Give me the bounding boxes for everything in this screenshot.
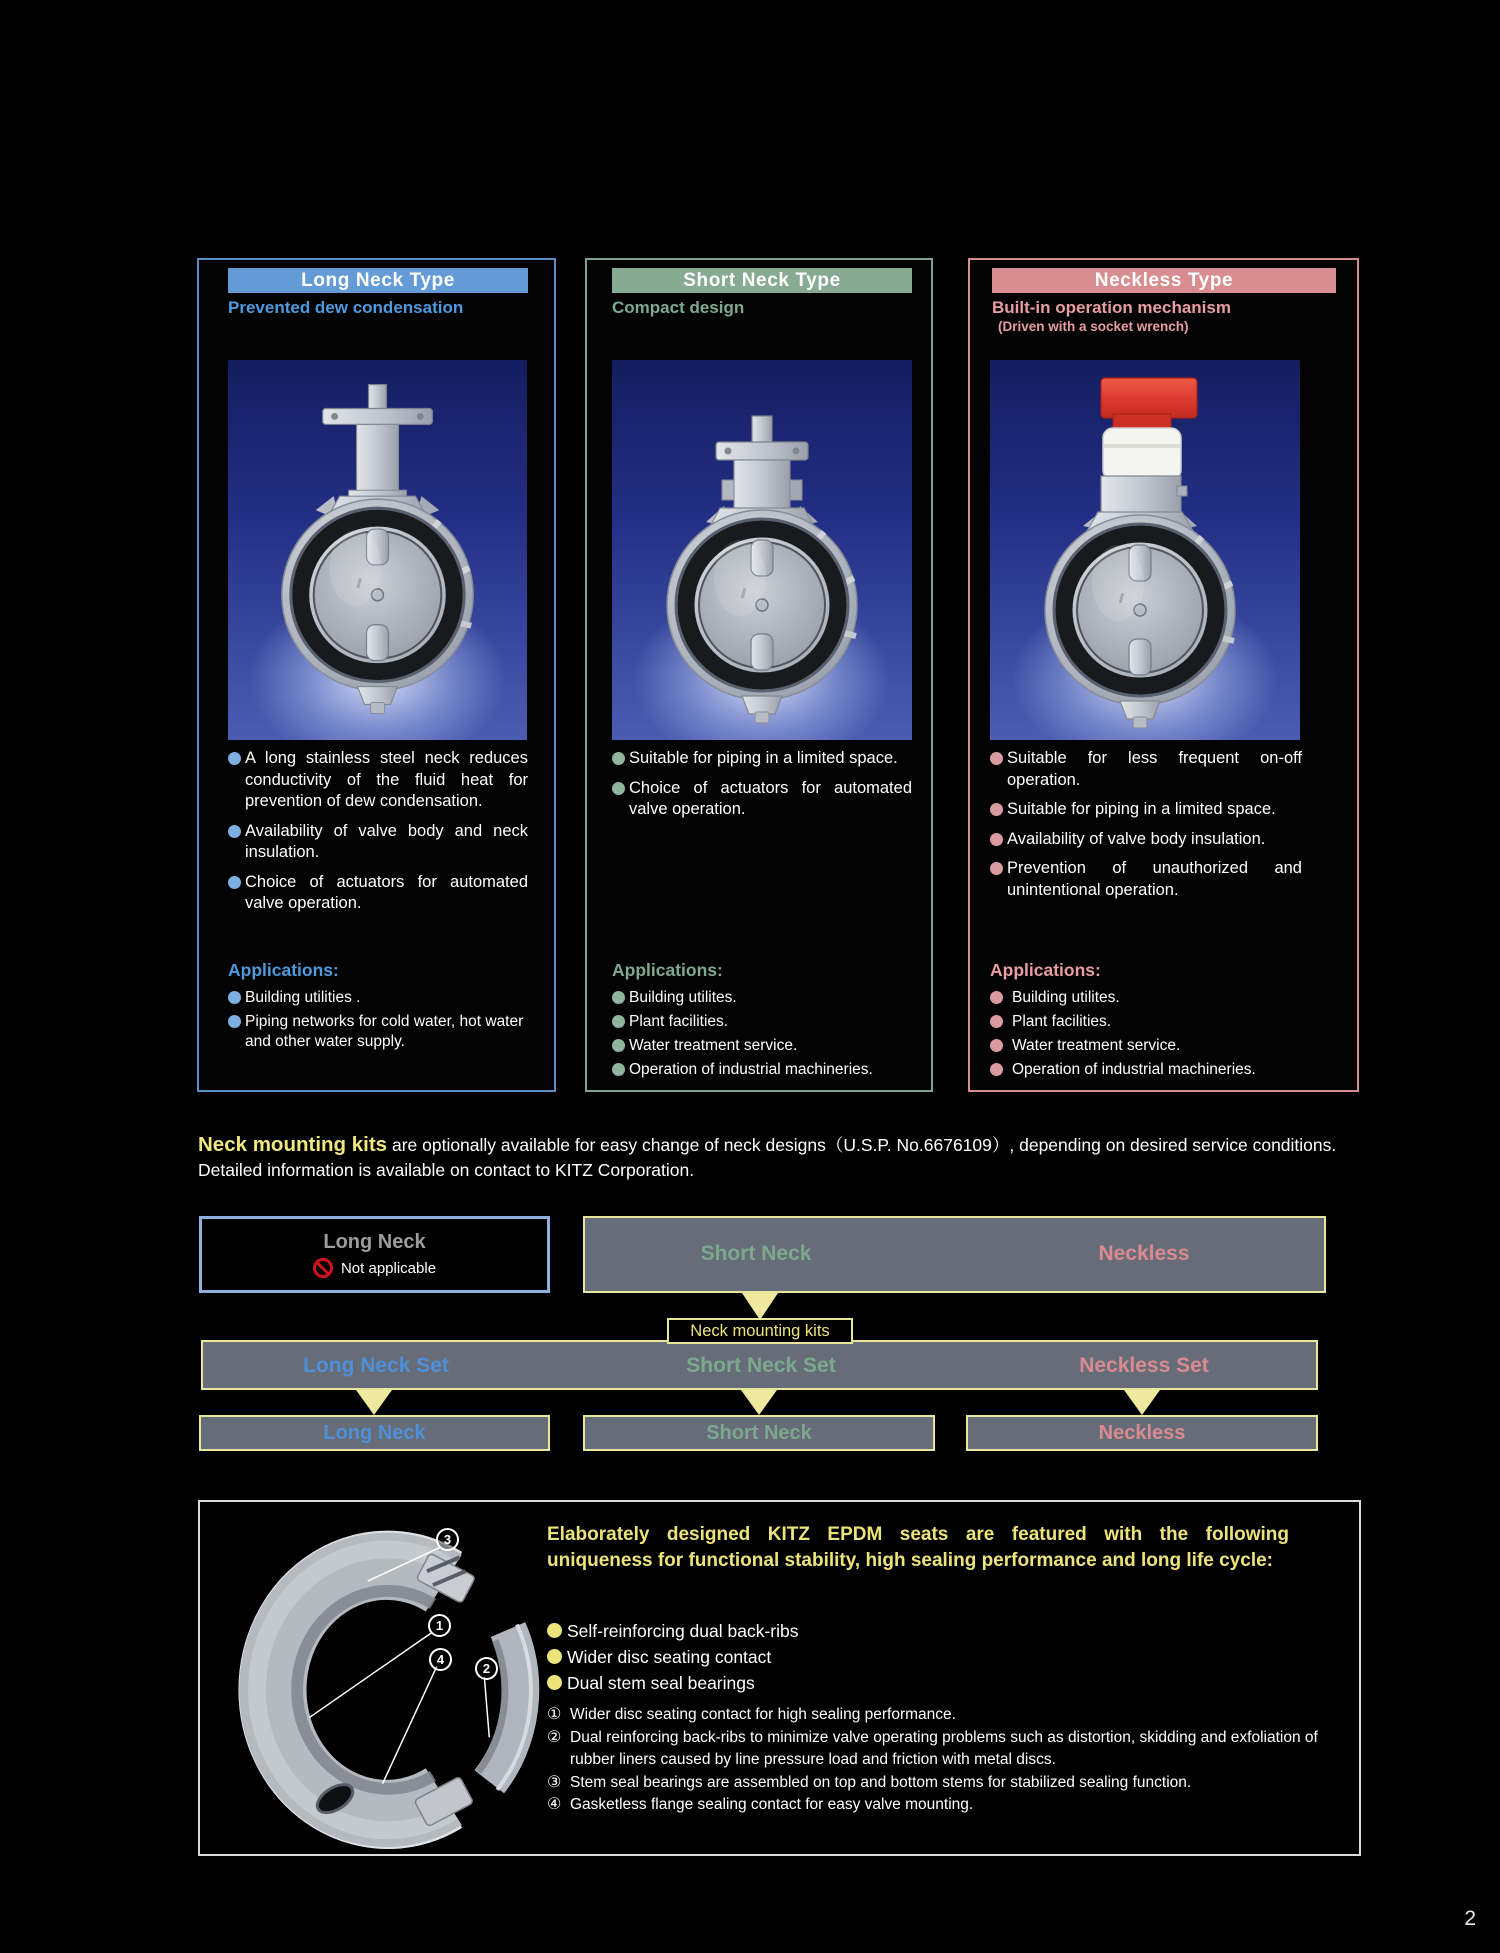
application-text: Operation of industrial machineries. xyxy=(629,1061,873,1078)
bullet-icon xyxy=(990,803,1003,816)
bullet-icon xyxy=(990,1039,1003,1052)
short-neck-neckless-box xyxy=(583,1216,1326,1293)
diagram-short-neck-result-box: Short Neck xyxy=(583,1415,935,1451)
application-text: Building utilites. xyxy=(1012,989,1120,1006)
short-neck-valve-illustration xyxy=(612,360,912,740)
panel-neckless-type xyxy=(968,258,1359,1092)
feature-text: Choice of actuators for automated valve operation. xyxy=(629,778,912,818)
bullet-icon xyxy=(228,752,241,765)
feature-text: Suitable for piping in a limited space. xyxy=(629,749,898,767)
bullet-icon xyxy=(612,991,625,1004)
bullet-icon xyxy=(990,833,1003,846)
bullet-icon xyxy=(612,1039,625,1052)
callout-4: 4 xyxy=(429,1648,452,1671)
bullet-icon xyxy=(612,1063,625,1076)
prohibited-icon xyxy=(313,1258,333,1278)
applications-section xyxy=(612,960,912,1084)
prohibited-icon-slash xyxy=(316,1261,331,1276)
neckless-valve-illustration xyxy=(990,360,1300,740)
note-text: Dual reinforcing back-ribs to minimize valve operating problems such as distortion, skidding and exfoliation of rubber liners caused by line pressure load and friction with metal discs. xyxy=(570,1728,1318,1768)
panel-short-neck-type xyxy=(585,258,933,1092)
neck-mounting-kits-box: Neck mounting kits xyxy=(667,1318,853,1344)
bullet-icon xyxy=(990,862,1003,875)
bullet-icon xyxy=(612,752,625,765)
epdm-bullet-text: Wider disc seating contact xyxy=(567,1647,772,1667)
feature-list xyxy=(990,748,1302,909)
applications-label: Applications: xyxy=(228,960,339,980)
feature-text: Availability of valve body insulation. xyxy=(1007,829,1266,848)
application-text: Plant facilities. xyxy=(629,1013,729,1030)
note-number-icon: ③ xyxy=(547,1773,562,1791)
feature-text: Suitable for less frequent on-off operation. xyxy=(1007,749,1302,789)
epdm-bullet-text: Self-reinforcing dual back-ribs xyxy=(567,1621,799,1641)
callout-1: 1 xyxy=(428,1614,451,1637)
diagram-neckless-label: Neckless xyxy=(1098,1242,1190,1265)
panel-subtitle: Compact design xyxy=(612,298,745,317)
panel-title: Short Neck Type xyxy=(612,268,912,293)
application-text: Operation of industrial machineries. xyxy=(1012,1061,1256,1078)
bullet-icon xyxy=(228,825,241,838)
note-text: Wider disc seating contact for high sealing performance. xyxy=(570,1706,956,1723)
panel-title: Long Neck Type xyxy=(228,268,528,293)
application-text: Water treatment service. xyxy=(1012,1037,1181,1054)
down-arrow-icon xyxy=(1124,1390,1160,1415)
diagram-neckless-set-label: Neckless Set xyxy=(1079,1354,1209,1377)
bullet-icon xyxy=(990,752,1003,765)
down-arrow-icon xyxy=(356,1390,392,1415)
callout-2: 2 xyxy=(475,1657,498,1680)
applications-label: Applications: xyxy=(990,960,1101,980)
neck-mounting-kits-paragraph xyxy=(198,1132,1350,1183)
diagram-long-neck-set-label: Long Neck Set xyxy=(303,1354,449,1377)
long-neck-valve-illustration xyxy=(228,360,527,740)
epdm-seat-section xyxy=(198,1500,1361,1856)
bullet-icon xyxy=(547,1623,562,1638)
bullet-icon xyxy=(547,1675,562,1690)
note-number-icon: ② xyxy=(547,1728,562,1746)
long-neck-valve-photo xyxy=(228,360,527,740)
epdm-notes-list xyxy=(547,1704,1352,1817)
epdm-heading: Elaborately designed KITZ EPDM seats are featured with the following uniqueness for functional stability, high sealing performance and long life cycle: xyxy=(547,1524,1289,1571)
bullet-icon xyxy=(228,1015,241,1028)
panel-subtitle-note: (Driven with a socket wrench) xyxy=(998,319,1189,334)
bullet-icon xyxy=(990,1015,1003,1028)
bullet-icon xyxy=(228,991,241,1004)
application-text: Building utilities . xyxy=(245,989,361,1006)
applications-section xyxy=(990,960,1306,1084)
application-text: Building utilites. xyxy=(629,989,737,1006)
panel-subtitle: Prevented dew condensation xyxy=(228,298,464,317)
short-neck-valve-photo xyxy=(612,360,912,740)
note-text: Stem seal bearings are assembled on top and bottom stems for stabilized sealing function. xyxy=(570,1773,1192,1791)
application-text: Plant facilities. xyxy=(1012,1013,1112,1030)
diagram-long-neck-result-box: Long Neck xyxy=(199,1415,550,1451)
applications-label: Applications: xyxy=(612,960,723,980)
epdm-bullet-list xyxy=(547,1618,799,1696)
panel-subtitle: Built-in operation mechanism xyxy=(992,298,1231,317)
bullet-icon xyxy=(612,1015,625,1028)
feature-list xyxy=(228,748,528,923)
feature-list xyxy=(612,748,912,829)
feature-text: Prevention of unauthorized and unintentional operation. xyxy=(1007,859,1302,899)
diagram-short-neck-label: Short Neck xyxy=(700,1242,812,1265)
down-arrow-icon xyxy=(741,1390,777,1415)
neck-mounting-kits-lead: Neck mounting kits xyxy=(198,1132,388,1156)
neck-set-box xyxy=(201,1340,1318,1390)
neck-mounting-kits-text: are optionally available for easy change of neck designs（U.S.P. No.6676109）, depending on desired service conditions. Detailed information is available on contact to KITZ Corporation. xyxy=(198,1134,1337,1180)
note-number-icon: ④ xyxy=(547,1796,562,1813)
bullet-icon xyxy=(547,1649,562,1664)
feature-text: Choice of actuators for automated valve operation. xyxy=(245,872,528,912)
panel-title: Neckless Type xyxy=(992,268,1336,293)
page-number: 2 xyxy=(1464,1907,1476,1930)
application-text: Water treatment service. xyxy=(629,1037,798,1054)
applications-section xyxy=(228,960,528,1056)
down-arrow-icon xyxy=(742,1293,778,1320)
epdm-bullet-text: Dual stem seal bearings xyxy=(567,1673,755,1693)
note-number-icon: ① xyxy=(547,1706,562,1723)
neckless-valve-photo xyxy=(990,360,1300,740)
panel-long-neck-type xyxy=(197,258,556,1092)
feature-text: A long stainless steel neck reduces conductivity of the fluid heat for prevention of dew condensation. xyxy=(245,749,528,810)
diagram-neckless-result-box: Neckless xyxy=(966,1415,1318,1451)
bullet-icon xyxy=(228,876,241,889)
long-neck-not-applicable-box xyxy=(199,1216,550,1293)
application-text: Piping networks for cold water, hot water and other water supply. xyxy=(245,1013,524,1050)
note-text: Gasketless flange sealing contact for easy valve mounting. xyxy=(570,1796,974,1813)
feature-text: Suitable for piping in a limited space. xyxy=(1007,800,1276,818)
bullet-icon xyxy=(990,991,1003,1004)
not-applicable-box-title: Long Neck xyxy=(323,1231,426,1253)
diagram-short-neck-set-label: Short Neck Set xyxy=(686,1354,836,1377)
callout-3: 3 xyxy=(436,1528,459,1551)
bullet-icon xyxy=(990,1063,1003,1076)
not-applicable-note: Not applicable xyxy=(340,1259,437,1277)
bullet-icon xyxy=(612,782,625,795)
feature-text: Availability of valve body and neck insulation. xyxy=(245,821,528,861)
